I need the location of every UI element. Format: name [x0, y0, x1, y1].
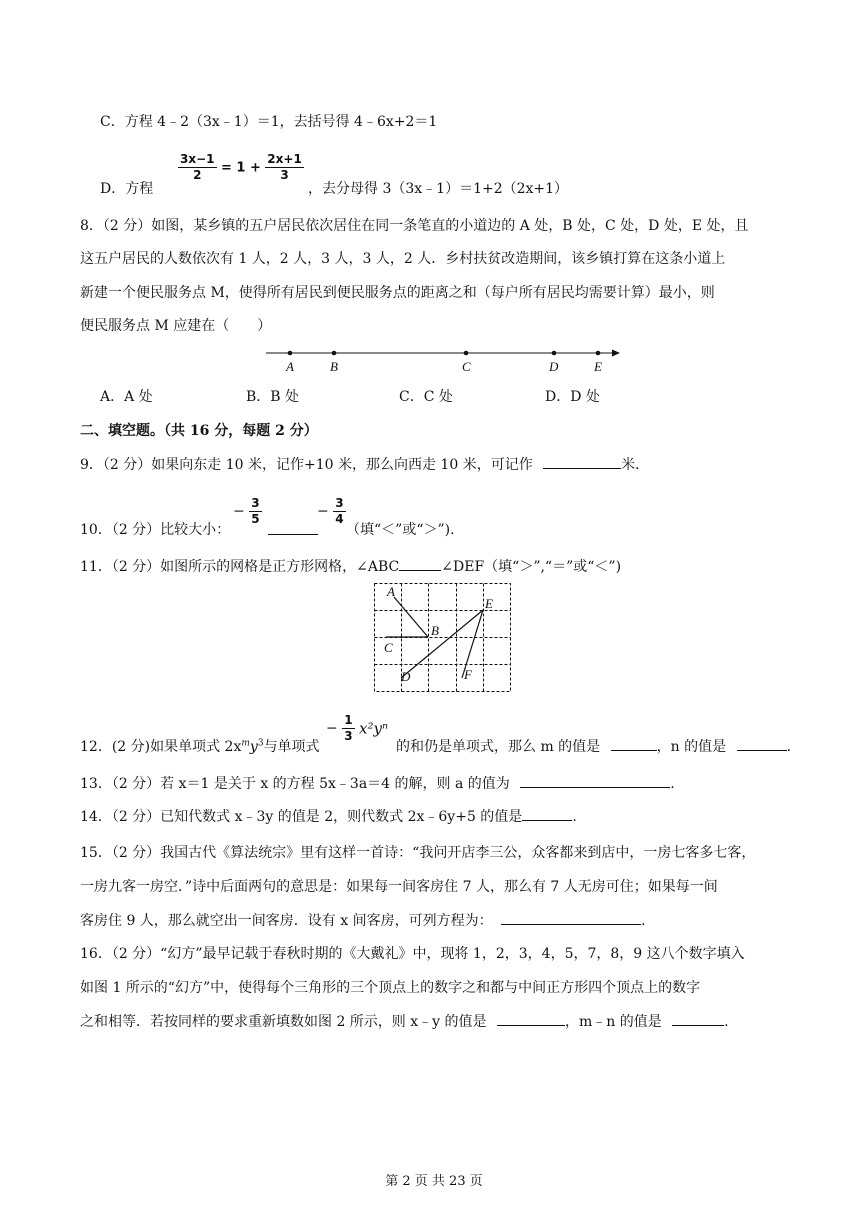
q16-line3-text-a: 之和相等．若按同样的要求重新填数如图 2 所示，则 x﹣y 的值是: [80, 1014, 487, 1030]
q8-option-d[interactable]: D．D 处: [545, 389, 600, 405]
label-c: C: [462, 359, 471, 374]
q12-mono-frac: [342, 713, 354, 744]
q11: [80, 556, 790, 577]
q10-frac2: [317, 496, 346, 527]
label-b: B: [330, 359, 338, 374]
q15-line1: 15．（2 分）我国古代《算法统宗》里有这样一首诗：“我问开店李三公，众客都来到店中，一房七客多七客，: [80, 845, 756, 861]
q9-text: 9．（2 分）如果向东走 10 米，记作+10 米，那么向西走 10 米，可记作: [80, 457, 533, 473]
q12-sup-m: m: [241, 738, 250, 749]
grid-label-f: F: [464, 667, 472, 682]
q10-frac1-den: 5: [251, 512, 260, 526]
q14-text: 14．（2 分）已知代数式 x﹣3y 的值是 2，则代数式 2x﹣6y+5 的值是: [80, 809, 523, 825]
q12-mono-den: 3: [344, 729, 353, 743]
grid-label-b: B: [431, 623, 439, 638]
q16-line1: 16．（2 分）“幻方”最早记载于春秋时期的《大戴礼》中，现将 1，2，3，4，5，7，8，9 这八个数字填入: [80, 946, 745, 962]
q7-frac2-num: 2x+1: [267, 152, 302, 166]
q7-option-c-label: C．方程: [100, 114, 153, 130]
q12-text-b: ，n 的值是: [656, 739, 727, 755]
q7-option-d-label: D．方程: [100, 181, 154, 197]
q13-end: .: [670, 776, 675, 792]
q12-mono-body: x²yⁿ: [359, 719, 389, 738]
q10-frac1-num: 3: [251, 496, 260, 510]
grid-label-e: E: [485, 596, 493, 611]
grid-label-c: C: [384, 640, 393, 655]
q10-frac1-sign: −: [233, 503, 245, 520]
q7-frac1: [178, 152, 217, 183]
label-e: E: [594, 359, 602, 374]
page-footer: 第 2 页 共 23 页: [385, 1174, 483, 1189]
q16-blank-xy[interactable]: [497, 1011, 565, 1026]
q15-line3-text: 客房住 9 人，那么就空出一间客房．设有 x 间客房，可列方程为：: [80, 913, 493, 929]
point-a: [288, 351, 293, 356]
point-e: [596, 351, 601, 356]
q14-end: .: [572, 809, 577, 825]
q12-mono-sign: −: [326, 720, 338, 737]
q12-y: y: [249, 739, 258, 755]
q15-answer-blank[interactable]: [501, 910, 641, 925]
q7-option-c-text: 4﹣2（3x﹣1）＝1，去括号得 4﹣6x+2＝1: [157, 114, 438, 130]
q8-line2: 这五户居民的人数依次有 1 人，2 人，3 人，3 人，2 人．乡村扶贫改造期间，该乡镇打算在这条小道上: [80, 251, 726, 267]
q7-frac2: [265, 152, 304, 183]
q9: [80, 454, 790, 475]
q12-sup-3: 3: [257, 738, 264, 749]
q13: [80, 773, 790, 794]
q8-number-line: [260, 343, 630, 375]
grid-label-a: A: [387, 584, 395, 599]
q7-frac1-den: 2: [193, 168, 202, 182]
point-b: [332, 351, 337, 356]
q7-eq-sign: = 1 +: [220, 160, 261, 176]
q16-end: .: [724, 1014, 729, 1030]
q8-line4: 便民服务点 M 应建在（ ）: [80, 318, 272, 334]
q10-answer-blank[interactable]: [268, 520, 318, 535]
q15-end: .: [641, 913, 646, 929]
q12-mono-num: 1: [344, 713, 353, 727]
label-a: A: [286, 359, 294, 374]
q8-line1: 8．（2 分）如图，某乡镇的五户居民依次居住在同一条笔直的小道边的 A 处，B 处，C 处，D 处，E 处，且: [80, 218, 749, 234]
q16-blank-mn[interactable]: [672, 1011, 724, 1026]
segment-ab: [394, 597, 428, 637]
q16-line3: [80, 1011, 790, 1032]
q12-text-start: 12．(2 分)如果单项式 2x: [80, 739, 242, 755]
q12-blank-n[interactable]: [737, 736, 787, 751]
point-c: [464, 351, 469, 356]
q9-unit: 米．: [621, 457, 650, 473]
q10-frac2-body: [333, 496, 345, 527]
q7-option-d-equation: [178, 152, 304, 183]
grid-label-d: D: [401, 669, 411, 684]
q13-text: 13．（2 分）若 x＝1 是关于 x 的方程 5x﹣3a＝4 的解，则 a 的值为: [80, 776, 510, 792]
q8-line3: 新建一个便民服务点 M，使得所有居民到便民服务点的距离之和（每户所有居民均需要计算）最小，则: [80, 285, 715, 301]
q10-frac1-body: [249, 496, 261, 527]
q16-line3-text-b: ，m﹣n 的值是: [564, 1014, 662, 1030]
q12-end: .: [786, 739, 792, 755]
q11-prefix: 11．（2 分）如图所示的网格是正方形网格，∠ABC: [80, 559, 400, 575]
section-heading: 二、填空题。（共 16 分，每题 2 分）: [80, 423, 318, 439]
q11-suffix: ∠DEF（填“＞”,“＝”或“＜”): [441, 559, 622, 575]
q11-answer-blank[interactable]: [399, 556, 441, 571]
q12-blank-m[interactable]: [611, 736, 657, 751]
q7-frac2-den: 3: [280, 168, 289, 182]
q14: [80, 806, 790, 827]
q10-frac2-den: 4: [335, 512, 344, 526]
q14-answer-blank[interactable]: [522, 806, 572, 821]
q12-prefix: [80, 736, 320, 756]
q13-answer-blank[interactable]: [520, 773, 670, 788]
q10-suffix: （填“＜”或“＞”).: [346, 522, 455, 538]
q8-option-b[interactable]: B．B 处: [246, 389, 300, 405]
label-d: D: [549, 359, 559, 374]
q16-line2: 如图 1 所示的“幻方”中，使得每个三角形的三个顶点上的数字之和都与中间正方形四个顶点上的数字: [80, 980, 701, 996]
q15-line2: 一房九客一房空．”诗中后面两句的意思是：如果每一间客房住 7 人，那么有 7 人无房可住；如果每一间: [80, 879, 718, 895]
q7-frac1-num: 3x−1: [180, 152, 215, 166]
q10-frac1: [233, 496, 262, 527]
q10-frac2-sign: −: [317, 503, 329, 520]
q12-monomial: [326, 713, 388, 744]
q11-grid-figure: [370, 580, 515, 695]
q12-text-mid: 与单项式: [263, 739, 320, 755]
q8-option-a[interactable]: A．A 处: [100, 389, 153, 405]
q12-rest: [396, 736, 791, 756]
q9-answer-blank[interactable]: [543, 454, 621, 469]
q12-text-a: 的和仍是单项式，那么 m 的值是: [396, 739, 601, 755]
q7-option-d-text: ，去分母得 3（3x﹣1）＝1+2（2x+1）: [308, 181, 569, 197]
q10-frac2-num: 3: [335, 496, 344, 510]
q7-option-c: [100, 112, 810, 132]
q8-option-c[interactable]: C．C 处: [399, 389, 453, 405]
q10-prefix: 10．（2 分）比较大小：: [80, 522, 231, 538]
point-d: [552, 351, 557, 356]
q15-line3: [80, 910, 790, 931]
